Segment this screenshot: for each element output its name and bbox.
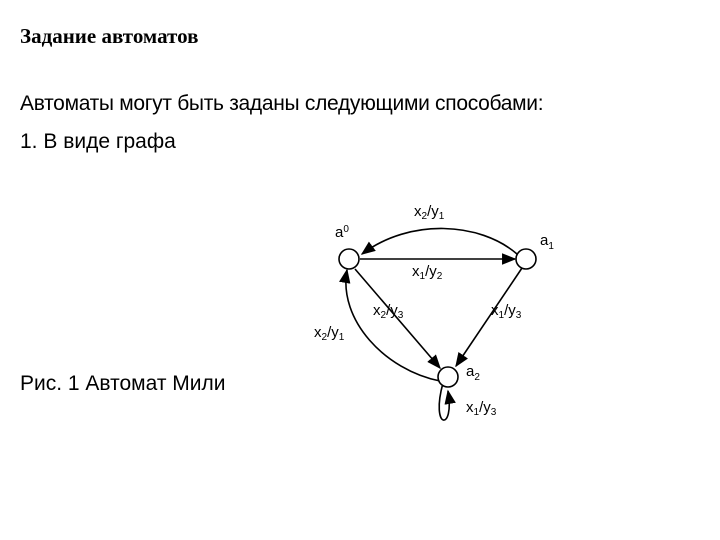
node-a2 (438, 367, 458, 387)
edge-a1-to-a0 (362, 228, 517, 254)
figure-caption: Рис. 1 Автомат Мили (20, 372, 226, 395)
edge-a0-a1-label: $x_1/y_2$ (412, 263, 443, 282)
node-a1 (516, 249, 536, 269)
node-a0 (339, 249, 359, 269)
edge-a1-a2-label: $x_1/y_3$ (491, 302, 522, 321)
edge-a2-self-loop (439, 383, 449, 420)
edge-a2-to-a0 (346, 270, 440, 381)
intro-text: Автоматы могут быть заданы следующими способами: (20, 92, 544, 115)
edge-a2-loop-label: $x_1/y_3$ (466, 399, 497, 418)
slide-title: Задание автоматов (20, 24, 199, 48)
list-item-graph: 1. В виде графа (20, 130, 176, 153)
edge-a2-a0-label: $x_2/y_1$ (314, 324, 345, 343)
edge-a1-a0-label: $x_2/y_1$ (414, 203, 445, 222)
node-a0-label: $a^0$ (335, 224, 349, 241)
node-a1-label: $a_1$ (540, 232, 554, 252)
node-a2-label: $a_2$ (466, 363, 480, 383)
edge-a0-a2-label: $x_2/y_3$ (373, 302, 404, 321)
